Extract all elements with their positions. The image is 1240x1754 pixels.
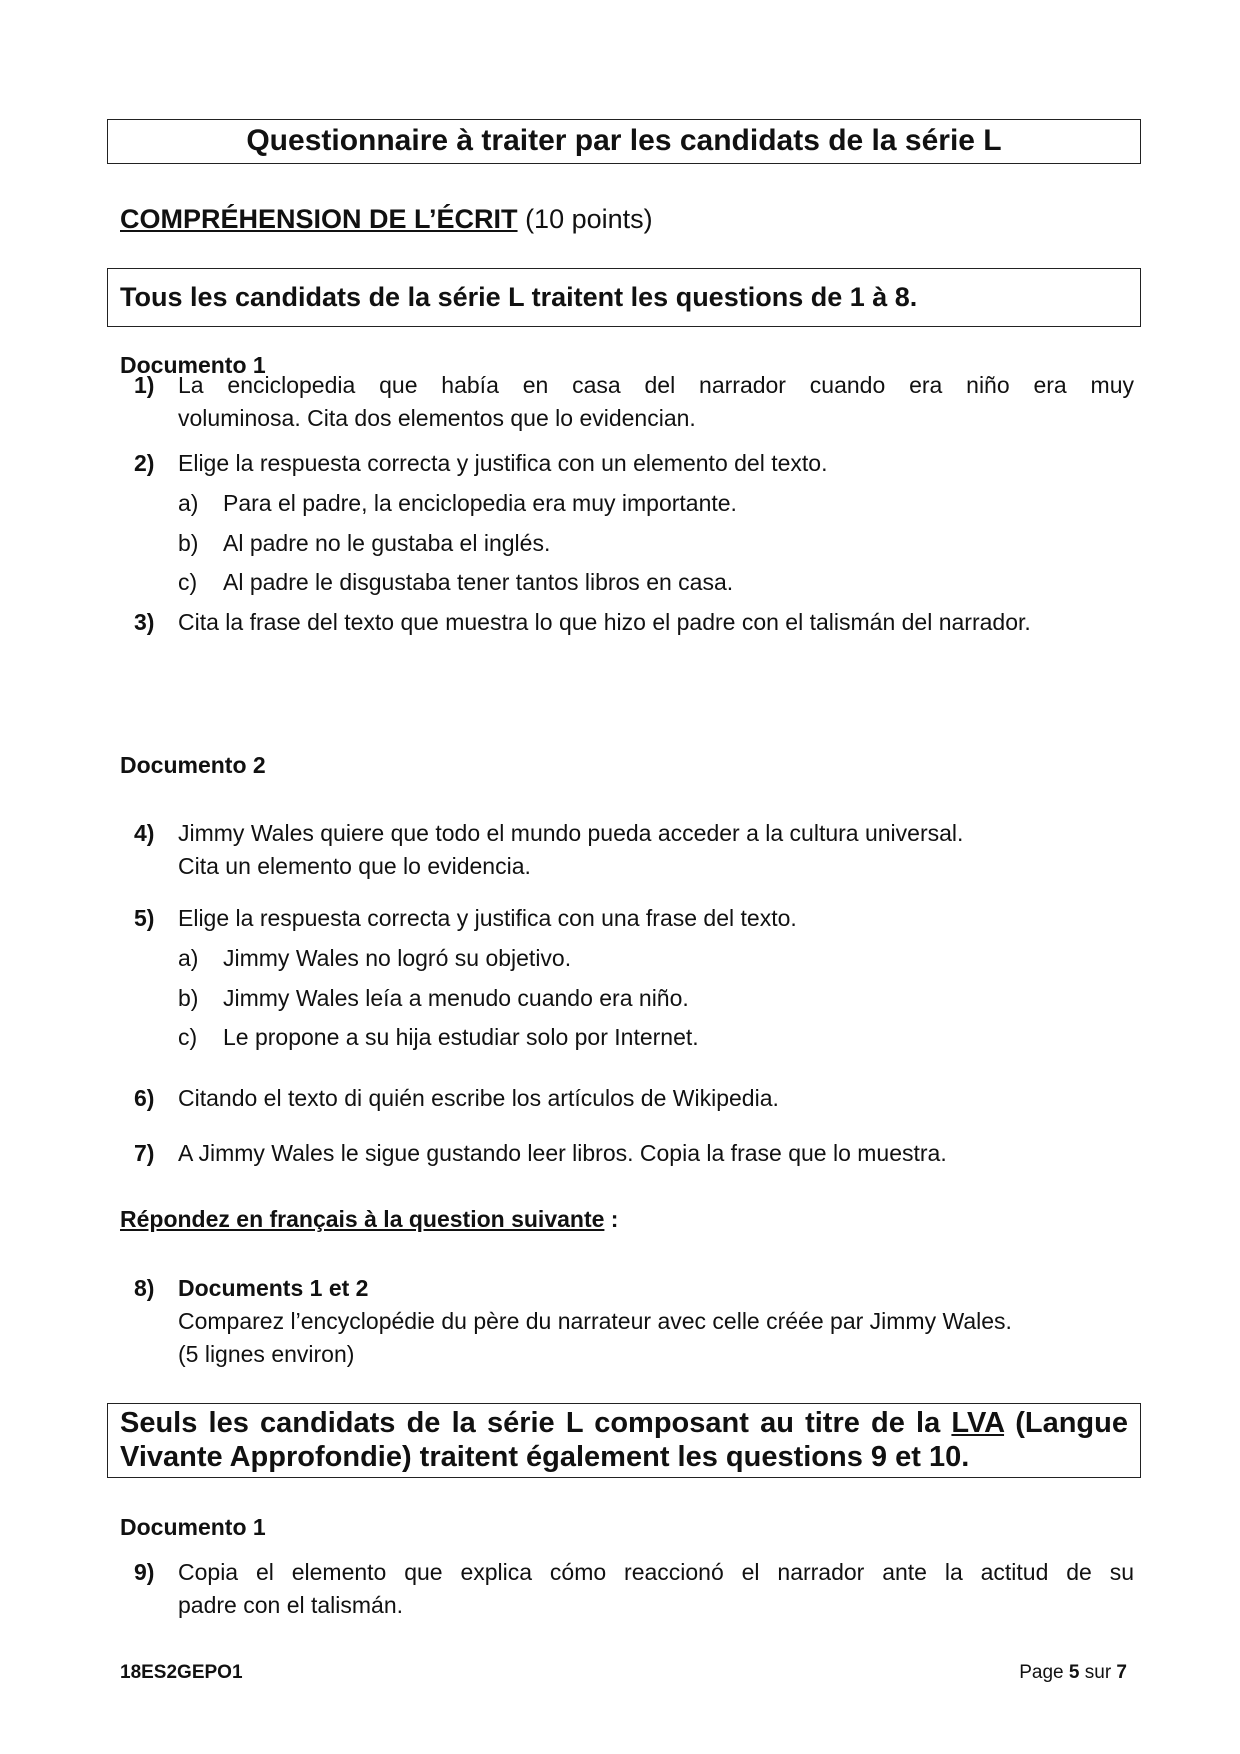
option-c: c) Al padre le disgustaba tener tantos libros en casa.: [178, 569, 734, 595]
document-1-heading: Documento 1: [120, 352, 266, 378]
page-number: Page 5 sur 7: [1019, 1662, 1127, 1683]
question-text-line1: Copia el elemento que explica cómo reaccionó el narrador ante la actitud de su: [178, 1559, 1134, 1585]
question-text: Citando el texto di quién escribe los artículos de Wikipedia.: [178, 1085, 779, 1111]
subject-code: 18ES2GEPO1: [120, 1662, 243, 1683]
question-text: Cita la frase del texto que muestra lo que hizo el padre con el talismán del narrador.: [178, 609, 1031, 635]
questionnaire-title: Questionnaire à traiter par les candidats de la série L: [107, 119, 1141, 164]
question-9: [134, 1556, 1134, 1622]
question-title: Documents 1 et 2: [178, 1275, 369, 1301]
question-text: Elige la respuesta correcta y justifica con una frase del texto.: [178, 905, 797, 931]
option-b: b) Jimmy Wales leía a menudo cuando era niño.: [178, 985, 689, 1011]
question-number: 2): [134, 450, 155, 476]
question-text-line1: Jimmy Wales quiere que todo el mundo pueda acceder a la cultura universal.: [178, 820, 964, 846]
question-4: [134, 817, 1134, 883]
question-number: 5): [134, 905, 155, 931]
question-text: A Jimmy Wales le sigue gustando leer libros. Copia la frase que lo muestra.: [178, 1140, 947, 1166]
question-number: 3): [134, 609, 155, 635]
instruction-box: Tous les candidats de la série L traitent les questions de 1 à 8.: [107, 268, 1141, 327]
question-number: 8): [134, 1275, 155, 1301]
question-text-line2: (5 lignes environ): [178, 1341, 355, 1367]
option-a: a) Para el padre, la enciclopedia era muy importante.: [178, 490, 737, 516]
question-text-line2: voluminosa. Cita dos elementos que lo evidencian.: [178, 405, 696, 431]
option-a: a) Jimmy Wales no logró su objetivo.: [178, 945, 572, 971]
question-number: 1): [134, 372, 155, 398]
question-5: [134, 902, 1134, 935]
question-text: Elige la respuesta correcta y justifica con un elemento del texto.: [178, 450, 828, 476]
question-2: [134, 447, 1134, 480]
question-1: [134, 369, 1134, 435]
question-text-line2: Cita un elemento que lo evidencia.: [178, 853, 531, 879]
question-number: 9): [134, 1559, 155, 1585]
question-6: [134, 1082, 1134, 1115]
question-text-line1: Comparez l’encyclopédie du père du narrateur avec celle créée par Jimmy Wales.: [178, 1308, 1012, 1334]
question-number: 4): [134, 820, 155, 846]
question-8: [134, 1272, 1134, 1371]
lva-instruction-box: Seuls les candidats de la série L composant au titre de la LVA (Langue Vivante Approfondie) traitent également les questions 9 et 10.: [107, 1403, 1141, 1478]
section-label: COMPRÉHENSION DE L’ÉCRIT: [120, 204, 518, 234]
question-number: 7): [134, 1140, 155, 1166]
option-b: b) Al padre no le gustaba el inglés.: [178, 530, 551, 556]
document-2-heading: Documento 2: [120, 752, 266, 778]
section-points: (10 points): [525, 204, 653, 234]
french-response-instruction: Répondez en français à la question suivante :: [120, 1206, 619, 1232]
option-c: c) Le propone a su hija estudiar solo por Internet.: [178, 1024, 699, 1050]
question-3: [134, 606, 1134, 639]
question-7: [134, 1137, 1134, 1170]
document-1-heading-lva: Documento 1: [120, 1514, 266, 1540]
section-heading: [120, 204, 653, 235]
question-text-line1: La enciclopedia que había en casa del narrador cuando era niño era muy: [178, 372, 1134, 398]
question-text-line2: padre con el talismán.: [178, 1592, 404, 1618]
question-number: 6): [134, 1085, 155, 1111]
